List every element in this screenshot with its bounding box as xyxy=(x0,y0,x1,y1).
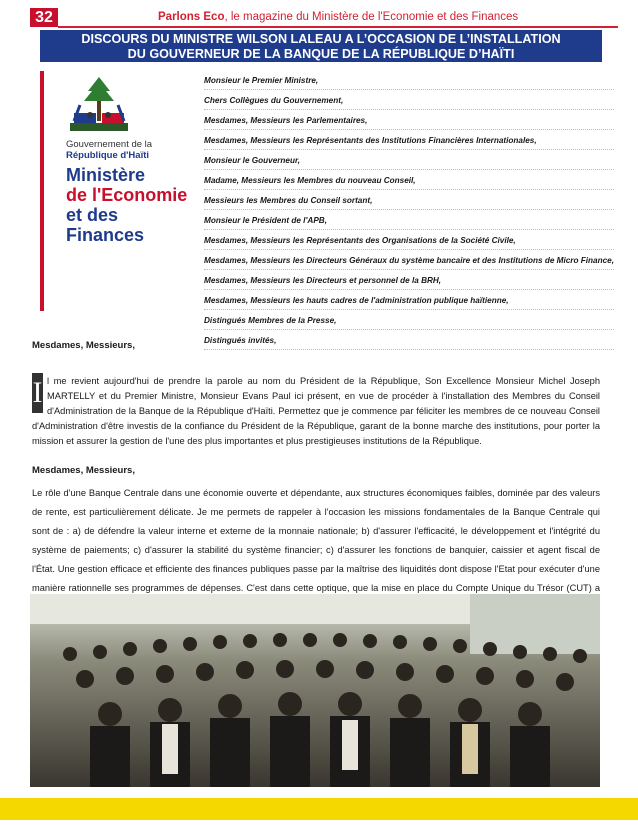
salutation-line: Distingués invités, xyxy=(204,333,614,350)
greeting-2: Mesdames, Messieurs, xyxy=(32,465,135,476)
salutation-line: Mesdames, Messieurs les Représentants des Institutions Financières Internationales, xyxy=(204,133,614,150)
logo-main-line-2: de l'Economie xyxy=(66,185,188,205)
magazine-name: Parlons Eco xyxy=(158,11,225,23)
paragraph-1-text: l me revient aujourd'hui de prendre la parole au nom du Président de la République, Son Excellence Monsieur Michel Joseph MARTELLY et du Premier Ministre, Monsieur Evans Paul ici présent, en vue de procéder à l'installation des Membres du Conseil d'Administration de la Banque de la République d'Haïti. Permettez que je commence par féliciter les membres de ce nouveau Conseil d'Administration d'être investis de la confiance du Président de la République, garant de la bonne marche des institutions, pour porter la mission et assurer la gestion de l'une des plus importantes et plus prestigieuses institutions de la République. xyxy=(32,376,600,446)
salutation-line: Mesdames, Messieurs les Directeurs et personnel de la BRH, xyxy=(204,273,614,290)
salutation-line: Mesdames, Messieurs les Directeurs Généraux du système bancaire et des Institutions de Micro Finance, xyxy=(204,253,614,270)
paragraph-2: Le rôle d'une Banque Centrale dans une économie ouverte et dépendante, aux structures économiques faibles, dominée par des valeurs de rente, est particulièrement délicate. Je me permets de rappeler à l'occasion les missions fondamentales de la Banque Centrale qui sont de : a) de défendre la valeur interne et externe de la monnaie nationale; b) d'assurer l'efficacité, le développement et l'intégrité du système de paiements; c) d'assurer la stabilité du système financier; c) d'assurer les fonctions de banquier, caissier et agent fiscal de l'État. Une gestion efficace et efficiente des finances publiques passe par la maîtrise des liquidités dont dispose l'Etat pour exécuter d'une manière rationnelle ses programmes de dépenses. C'est dans cette optique, que la mise en place du Compte Unique du Trésor (CUT) a xyxy=(32,488,600,593)
logo-main-line-1: Ministère xyxy=(66,165,146,185)
magazine-tagline: , le magazine du Ministère de l'Economie et des Finances xyxy=(224,11,519,23)
salutation-line: Chers Collègues du Gouvernement, xyxy=(204,93,614,110)
ministry-logo xyxy=(40,71,196,339)
salutation-line: Distingués Membres de la Presse, xyxy=(204,313,614,330)
salutations-list xyxy=(204,73,614,353)
drop-cap: I xyxy=(32,373,43,413)
salutation-line: Mesdames, Messieurs les hauts cadres de l'administration publique haïtienne, xyxy=(204,293,614,310)
coat-of-arms-icon xyxy=(70,75,128,135)
salutation-line: Monsieur le Gouverneur, xyxy=(204,153,614,170)
salutation-line: Madame, Messieurs les Membres du nouveau Conseil, xyxy=(204,173,614,190)
logo-main-line-3: et des Finances xyxy=(66,205,145,245)
salutation-line: Mesdames, Messieurs les Représentants des Organisations de la Société Civile, xyxy=(204,233,614,250)
salutation-line: Messieurs les Membres du Conseil sortant, xyxy=(204,193,614,210)
salutation-line: Monsieur le Président de l'APB, xyxy=(204,213,614,230)
running-header xyxy=(158,11,518,23)
salutation-line: Monsieur le Premier Ministre, xyxy=(204,73,614,90)
logo-government-text xyxy=(66,139,152,161)
footer-bar xyxy=(0,798,638,820)
greeting-1: Mesdames, Messieurs, xyxy=(32,340,135,351)
page-number: 32 xyxy=(30,8,58,27)
article-title xyxy=(40,30,602,62)
audience-photo xyxy=(30,594,600,787)
audience-photo-image xyxy=(30,594,600,787)
logo-sub-line-1: Gouvernement de la xyxy=(66,139,153,150)
logo-ministry-text xyxy=(66,165,196,245)
logo-red-bar xyxy=(40,71,44,311)
salutation-line: Mesdames, Messieurs les Parlementaires, xyxy=(204,113,614,130)
logo-sub-line-2: République d'Haïti xyxy=(66,150,150,161)
paragraph-1 xyxy=(32,374,600,449)
title-line-2: DU GOUVERNEUR DE LA BANQUE DE LA RÉPUBLIQUE D’HAÏTI xyxy=(127,47,515,61)
title-line-1: DISCOURS DU MINISTRE WILSON LALEAU A L’OCCASION DE L’INSTALLATION xyxy=(81,32,561,46)
header-rule xyxy=(58,26,618,28)
